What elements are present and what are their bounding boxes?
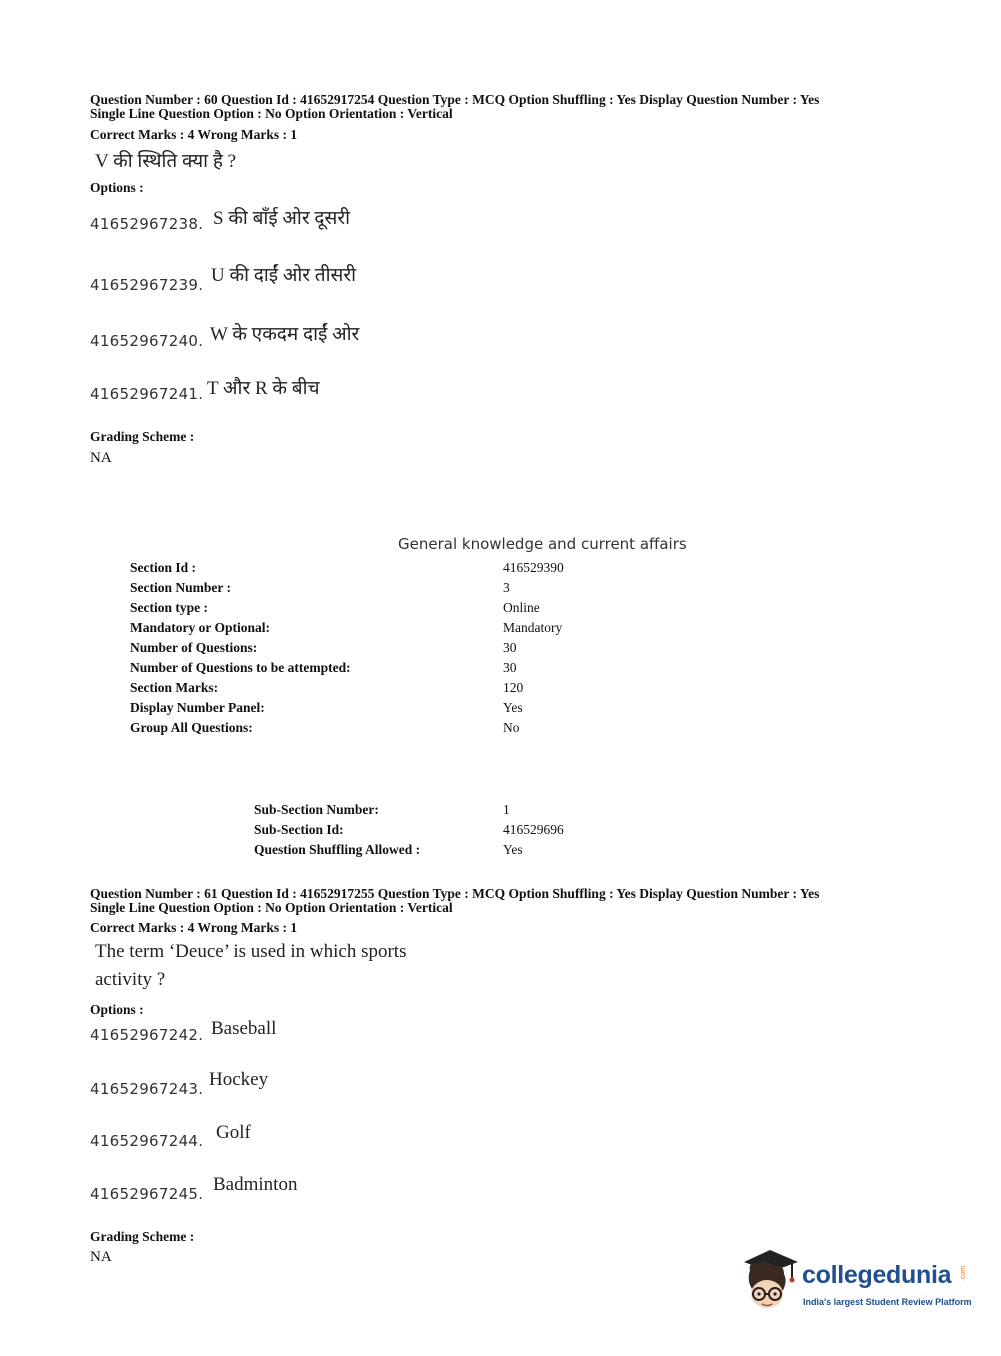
q60-option-id: 41652967241. [90,385,204,403]
section-row-value: 30 [503,660,517,675]
section-row-value: Online [503,600,540,615]
subsection-row-label: Question Shuffling Allowed : [254,842,421,857]
q60-options-label: Options : [90,180,144,195]
q61-option-text: Badminton [213,1174,298,1195]
collegedunia-logo [740,1248,970,1320]
logo-wordmark: collegedunia [802,1261,952,1289]
q60-option-text: U की दाईं ओर तीसरी [211,265,357,286]
subsection-row-label: Sub-Section Id: [254,822,344,837]
q61-grading-label: Grading Scheme : [90,1229,195,1244]
q60-meta-line1: Question Number : 60 Question Id : 41652917254 Question Type : MCQ Option Shuffling : Yes Display Question Number : Yes [90,92,820,107]
q61-option-id: 41652967243. [90,1080,204,1098]
q60-question-text: V की स्थिति क्या है ? [95,151,237,172]
q60-grading-label: Grading Scheme : [90,429,195,444]
q61-question-line2: activity ? [95,969,166,990]
q61-options-label: Options : [90,1002,144,1017]
section-row-label: Section Id : [130,560,197,575]
q61-grading-value: NA [90,1249,112,1265]
section-row-label: Number of Questions: [130,640,258,655]
q60-option-id: 41652967240. [90,332,204,350]
q60-marks: Correct Marks : 4 Wrong Marks : 1 [90,127,298,142]
q60-option-text: S की बाँई ओर दूसरी [213,208,351,229]
section-row-value: Mandatory [503,620,563,635]
q61-marks: Correct Marks : 4 Wrong Marks : 1 [90,920,298,935]
section-row-value: 30 [503,640,517,655]
section-title: General knowledge and current affairs [398,535,687,553]
section-row-label: Mandatory or Optional: [130,620,271,635]
section-row-value: 120 [503,680,524,695]
mascot-graduate-icon [740,1248,802,1312]
section-row-label: Number of Questions to be attempted: [130,660,351,675]
logo-domain-suffix: .com [960,1265,968,1282]
q60-option-id: 41652967238. [90,215,204,233]
subsection-row-value: Yes [503,842,523,857]
logo-tagline: India's largest Student Review Platform [803,1297,972,1307]
q60-meta-line2: Single Line Question Option : No Option Orientation : Vertical [90,106,453,121]
section-row-label: Group All Questions: [130,720,253,735]
section-row-value: No [503,720,520,735]
q61-option-id: 41652967244. [90,1132,204,1150]
section-row-value: 3 [503,580,510,595]
q60-option-text: T और R के बीच [207,378,320,399]
section-row-label: Section Marks: [130,680,219,695]
section-row-label: Display Number Panel: [130,700,265,715]
section-row-value: Yes [503,700,523,715]
subsection-row-value: 416529696 [503,822,564,837]
q61-question-line1: The term ‘Deuce’ is used in which sports [95,941,407,962]
q60-option-text: W के एकदम दाईं ओर [210,324,360,345]
q61-option-text: Golf [216,1122,251,1143]
q61-option-id: 41652967245. [90,1185,204,1203]
q60-grading-value: NA [90,450,112,466]
section-row-value: 416529390 [503,560,564,575]
q61-option-id: 41652967242. [90,1026,204,1044]
q60-option-id: 41652967239. [90,276,204,294]
q61-option-text: Baseball [211,1018,277,1039]
section-row-label: Section type : [130,600,208,615]
q61-meta-line1: Question Number : 61 Question Id : 41652917255 Question Type : MCQ Option Shuffling : Yes Display Question Number : Yes [90,886,820,901]
q61-option-text: Hockey [209,1069,269,1090]
q61-meta-line2: Single Line Question Option : No Option Orientation : Vertical [90,900,453,915]
subsection-row-value: 1 [503,802,510,817]
subsection-row-label: Sub-Section Number: [254,802,379,817]
section-row-label: Section Number : [130,580,231,595]
